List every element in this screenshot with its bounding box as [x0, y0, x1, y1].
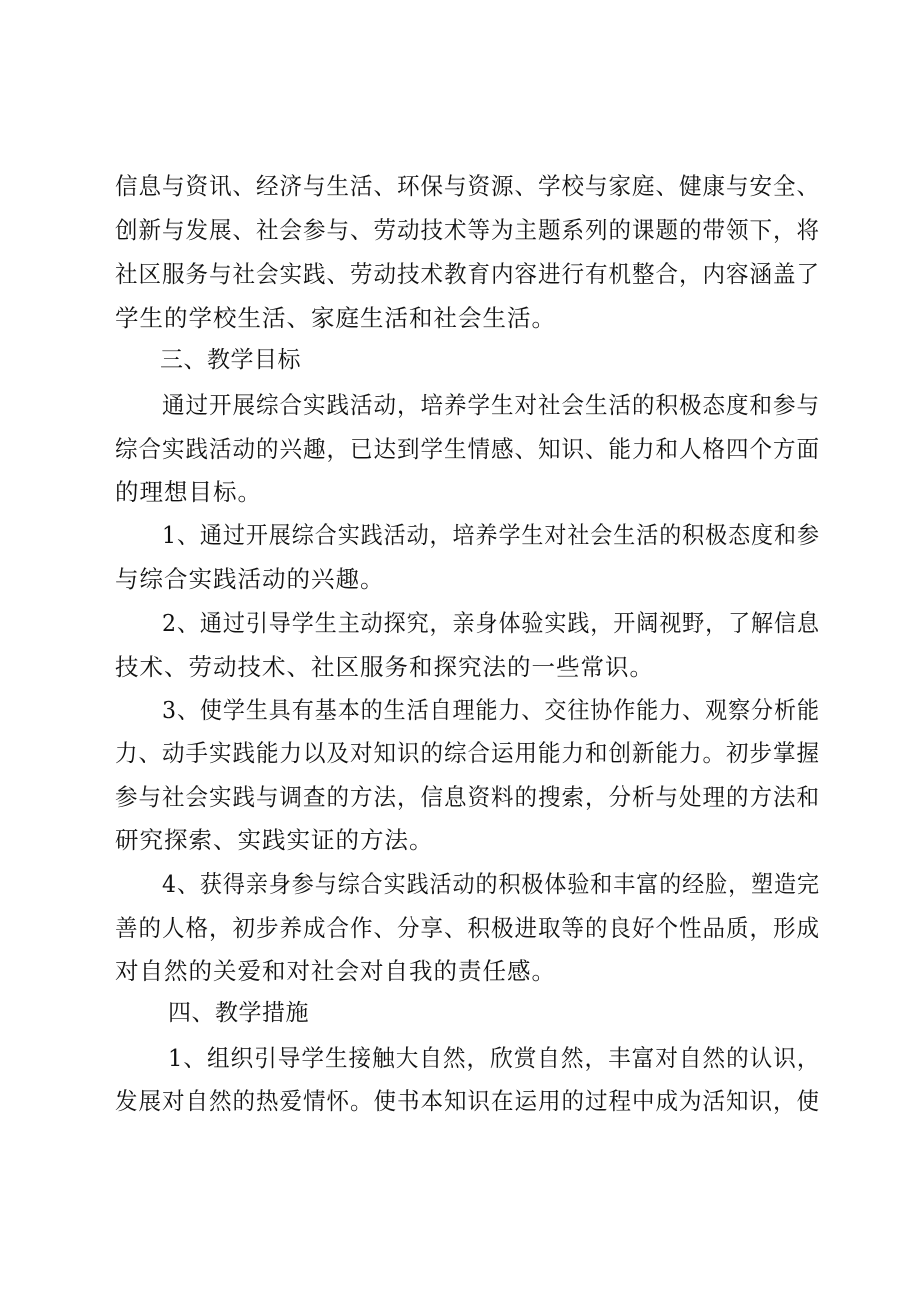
text-line: 参与社会实践与调查的方法，信息资料的搜索，分析与处理的方法和 [115, 783, 821, 811]
text-line: 的理想目标。 [115, 478, 262, 506]
text-line: 善的人格，初步养成合作、分享、积极进取等的良好个性品质，形成 [115, 914, 821, 942]
text-line: 社区服务与社会实践、劳动技术教育内容进行有机整合，内容涵盖了 [115, 260, 821, 288]
text-line: 与综合实践活动的兴趣。 [115, 565, 385, 593]
text-line: 1、通过开展综合实践活动，培养学生对社会生活的积极态度和参 [162, 521, 820, 549]
text-line: 4、获得亲身参与综合实践活动的积极体验和丰富的经脸，塑造完 [162, 870, 820, 898]
text-line: 信息与资讯、经济与生活、环保与资源、学校与家庭、健康与安全、 [115, 172, 821, 200]
text-line: 学生的学校生活、家庭生活和社会生活。 [115, 304, 556, 332]
text-line: 发展对自然的热爱情怀。使书本知识在运用的过程中成为活知识，使 [115, 1087, 821, 1115]
section-heading-teaching-measures: 四、教学措施 [168, 1000, 309, 1026]
text-line: 对自然的关爱和对社会对自我的责任感。 [115, 957, 556, 985]
text-line: 技术、劳动技术、社区服务和探究法的一些常识。 [115, 653, 654, 681]
text-line: 综合实践活动的兴趣，已达到学生情感、知识、能力和人格四个方面 [115, 435, 821, 463]
text-line: 力、动手实践能力以及对知识的综合运用能力和创新能力。初步掌握 [115, 739, 821, 767]
text-line: 通过开展综合实践活动，培养学生对社会生活的积极态度和参与 [162, 391, 821, 419]
section-heading-teaching-goals: 三、教学目标 [160, 347, 301, 373]
text-line: 创新与发展、社会参与、劳动技术等为主题系列的课题的带领下，将 [115, 216, 821, 244]
text-line: 3、使学生具有基本的生活自理能力、交往协作能力、观察分析能 [162, 696, 820, 724]
text-line: 1、组织引导学生接触大自然，欣赏自然，丰富对自然的认识， [168, 1044, 821, 1072]
text-line: 研究探索、实践实证的方法。 [115, 826, 434, 854]
text-line: 2、通过引导学生主动探究，亲身体验实践，开阔视野，了解信息 [162, 609, 820, 637]
